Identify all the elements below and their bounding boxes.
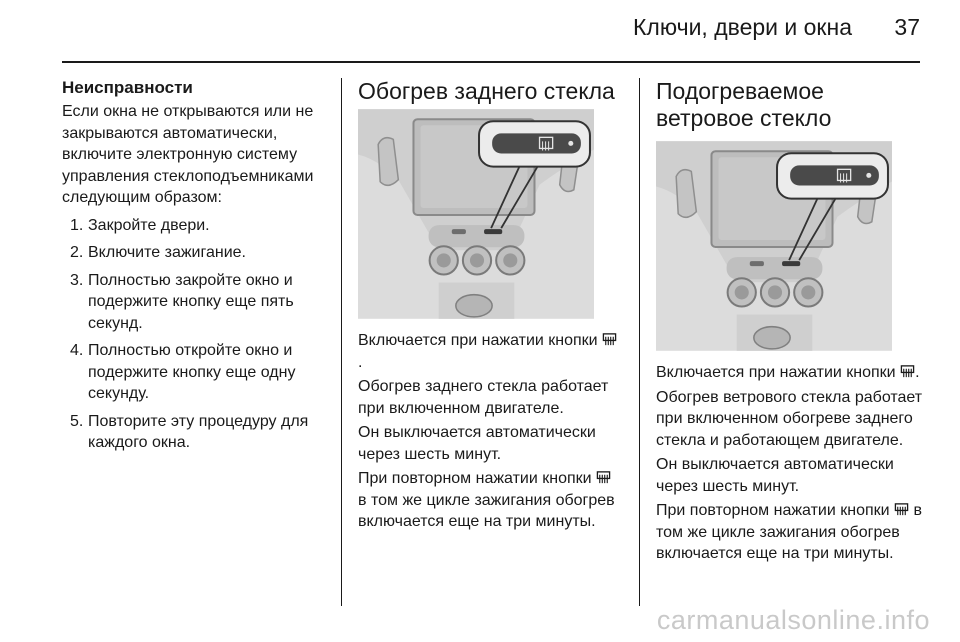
watermark: carmanualsonline.info — [656, 605, 930, 635]
chapter-title: Ключи, двери и окна — [633, 14, 852, 40]
list-item — [62, 340, 334, 405]
list-item — [62, 242, 334, 264]
paragraph-text: Включается при нажатии кнопки — [358, 332, 598, 349]
column-divider-2 — [639, 78, 640, 606]
header-rule — [62, 61, 920, 63]
windshield-heat-icon — [900, 364, 915, 379]
step-text: Включите зажигание. — [88, 244, 246, 261]
paragraph: Включается при нажатии кнопки . — [358, 330, 620, 373]
column-rear-window-heating — [358, 78, 620, 536]
paragraph — [358, 468, 620, 533]
step-text: Закройте двери. — [88, 216, 210, 234]
column-malfunctions — [62, 78, 334, 460]
section-heading — [656, 78, 924, 132]
paragraph-text: в том же цикле зажигания обогрев включается еще на три минуты. — [656, 502, 922, 562]
rear-defrost-icon — [596, 470, 611, 485]
dashboard-illustration — [656, 140, 892, 352]
step-number: 3. — [70, 271, 84, 289]
paragraph — [656, 500, 924, 565]
list-item — [62, 411, 334, 454]
section-heading: Обогрев заднего стекла — [358, 78, 615, 104]
page-number: 37 — [894, 14, 920, 40]
section-heading: Неисправности — [62, 78, 193, 97]
paragraph: Включается при нажатии кнопки . — [656, 364, 920, 381]
step-text: Полностью откройте окно и подержите кнопку еще одну секунду. — [88, 342, 296, 402]
list-item — [62, 270, 334, 335]
paragraph: Он выключается автоматически через шесть минут. — [358, 424, 596, 463]
heading-line: Подогреваемое — [656, 78, 824, 104]
column-heated-windshield — [656, 78, 924, 568]
paragraph: Он выключается автоматически через шесть минут. — [656, 456, 894, 495]
paragraph-text: в том же цикле зажигания обогрев включается еще на три минуты. — [358, 491, 615, 530]
intro-paragraph: Если окна не открываются или не закрываются автоматически, включите электронную систему управления стеклоподъемниками следующим образом: — [62, 103, 314, 206]
paragraph-text: При повторном нажатии кнопки — [358, 470, 592, 487]
step-number: 1. — [70, 216, 84, 234]
steps-list — [62, 215, 334, 454]
list-item — [62, 215, 334, 237]
step-number: 5. — [70, 412, 84, 430]
column-divider-1 — [341, 78, 342, 606]
paragraph: Обогрев ветрового стекла работает при включенном обогреве заднего стекла и работающем двигателе. — [656, 388, 923, 449]
step-number: 2. — [70, 244, 84, 261]
rear-defrost-icon — [602, 332, 617, 347]
heading-line: ветровое стекло — [656, 105, 832, 131]
dashboard-illustration — [358, 108, 594, 320]
step-text: Полностью закройте окно и подержите кнопку еще пять секунд. — [88, 271, 294, 332]
paragraph: Обогрев заднего стекла работает при включенном двигателе. — [358, 378, 609, 417]
paragraph-text: Включается при нажатии кнопки — [656, 364, 896, 381]
windshield-heat-icon — [894, 502, 909, 517]
step-text: Повторите эту процедуру для каждого окна. — [88, 412, 309, 451]
paragraph-text: При повторном нажатии кнопки — [656, 502, 890, 519]
page-header — [62, 0, 920, 62]
step-number: 4. — [70, 342, 84, 359]
